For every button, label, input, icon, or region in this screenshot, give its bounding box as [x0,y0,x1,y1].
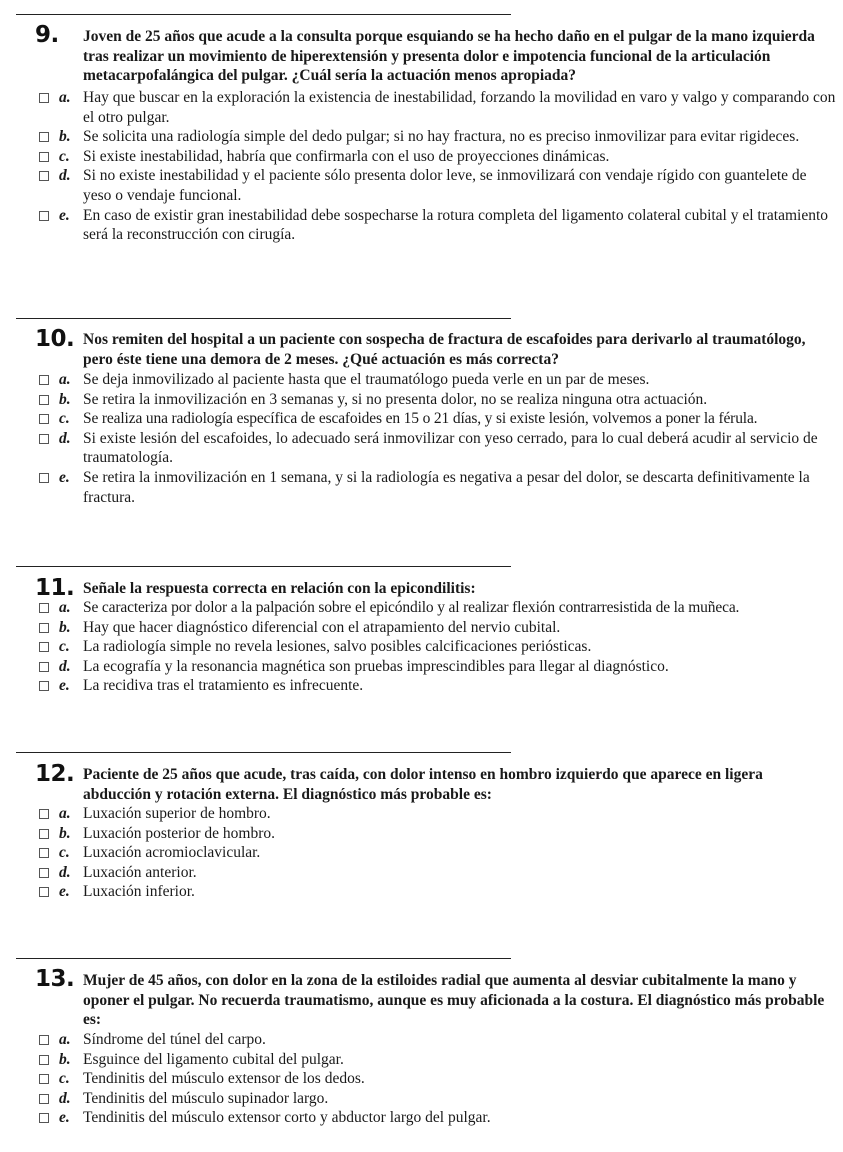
question-stem: Joven de 25 años que acude a la consulta porque esquiando se ha hecho daño en el pulgar de la mano izquierda tras realizar un movimiento de hiperextensión y presenta dolor e impotencia funcional de la articulación metacarpofalángica del pulgar. ¿Cuál sería la actuación menos apropiada? [83,28,815,85]
question-number: 9. [35,22,59,48]
option-e[interactable] [0,206,843,245]
option-c[interactable] [0,637,843,657]
option-b[interactable] [0,824,843,844]
option-letter: c. [59,1070,70,1088]
option-letter: c. [59,638,70,656]
checkbox[interactable] [39,868,49,878]
option-text: La recidiva tras el tratamiento es infrecuente. [83,677,364,695]
option-e[interactable] [0,676,843,696]
option-letter: d. [59,167,71,185]
option-letter: c. [59,410,70,428]
question-divider [16,752,511,753]
option-letter: e. [59,206,70,224]
option-a[interactable] [0,598,843,618]
option-a[interactable] [0,88,843,127]
option-text: Hay que buscar en la exploración la existencia de inestabilidad, forzando la movilidad en varo y valgo y comparando con el otro pulgar. [83,89,836,126]
checkbox[interactable] [39,662,49,672]
option-text: Se caracteriza por dolor a la palpación sobre el epicóndilo y al realizar flexión contrarresistida de la muñeca. [83,599,740,616]
option-c[interactable] [0,147,843,167]
checkbox[interactable] [39,681,49,691]
option-letter: e. [59,1109,70,1127]
question-number: 10. [35,326,75,352]
question-stem: Mujer de 45 años, con dolor en la zona de la estiloides radial que aumenta al desviar cubitalmente la mano y oponer el pulgar. No recuerda traumatismo, aunque es muy aficionada a la costura. El diagnóstico más probable es: [83,972,825,1029]
option-d[interactable] [0,657,843,677]
option-letter: a. [59,371,71,388]
option-e[interactable] [0,468,843,507]
option-d[interactable] [0,863,843,883]
option-text: Si no existe inestabilidad y el paciente sólo presenta dolor leve, se inmovilizará con vendaje rígido con guantelete de yeso o vendaje funcional. [83,167,807,204]
question-divider [16,958,511,959]
checkbox[interactable] [39,1094,49,1104]
option-text: Luxación superior de hombro. [83,805,271,822]
option-text: En caso de existir gran inestabilidad debe sospecharse la rotura completa del ligamento colateral cubital y el tratamiento será la reconstrucción con cirugía. [83,206,829,244]
checkbox[interactable] [39,93,49,103]
option-letter: b. [59,128,71,146]
option-e[interactable] [0,882,843,902]
option-c[interactable] [0,409,843,429]
option-text: Se realiza una radiología específica de escafoides en 15 o 21 días, y si existe lesión, volvemos a poner la férula. [83,410,758,428]
checkbox[interactable] [39,395,49,405]
option-text: Luxación posterior de hombro. [83,824,275,842]
question-divider [16,566,511,567]
checkbox[interactable] [39,848,49,858]
option-text: La radiología simple no revela lesiones, salvo posibles calcificaciones periósticas. [83,638,592,656]
option-letter: c. [59,147,70,165]
question-divider [16,318,511,319]
option-d[interactable] [0,1089,843,1109]
checkbox[interactable] [39,809,49,819]
checkbox[interactable] [39,623,49,633]
question-stem: Nos remiten del hospital a un paciente con sospecha de fractura de escafoides para derivarlo al traumatólogo, pero éste tiene una demora de 2 meses. ¿Qué actuación es más correcta? [83,331,806,368]
option-text: Luxación anterior. [83,863,197,881]
option-text: Luxación inferior. [83,883,195,901]
checkbox[interactable] [39,887,49,897]
checkbox[interactable] [39,375,49,385]
checkbox[interactable] [39,434,49,444]
option-text: Síndrome del túnel del carpo. [83,1031,266,1048]
option-text: Luxación acromioclavicular. [83,844,261,862]
option-letter: e. [59,468,70,486]
option-text: Se solicita una radiología simple del dedo pulgar; si no hay fractura, no es preciso inmovilizar para evitar rigideces. [83,128,800,146]
option-letter: d. [59,657,71,675]
checkbox[interactable] [39,829,49,839]
option-letter: b. [59,618,71,636]
option-b[interactable] [0,127,843,147]
checkbox[interactable] [39,152,49,162]
option-d[interactable] [0,429,843,468]
option-b[interactable] [0,1050,843,1070]
option-letter: e. [59,883,70,901]
option-letter: c. [59,844,70,862]
option-text: Si existe lesión del escafoides, lo adecuado será inmovilizar con yeso cerrado, para lo cual deberá acudir al servicio de traumatología. [83,429,818,467]
option-letter: b. [59,824,71,842]
option-letter: a. [59,805,71,822]
checkbox[interactable] [39,414,49,424]
checkbox[interactable] [39,473,49,483]
checkbox[interactable] [39,1113,49,1123]
question-number: 11. [35,575,75,601]
option-b[interactable] [0,390,843,410]
option-letter: b. [59,390,71,408]
option-letter: d. [59,863,71,881]
question-number: 13. [35,966,75,992]
option-text: Tendinitis del músculo extensor corto y abductor largo del pulgar. [83,1109,491,1127]
checkbox[interactable] [39,1035,49,1045]
option-letter: d. [59,429,71,447]
option-letter: b. [59,1050,71,1068]
option-text: Hay que hacer diagnóstico diferencial con el atrapamiento del nervio cubital. [83,618,561,636]
option-e[interactable] [0,1108,843,1128]
checkbox[interactable] [39,211,49,221]
option-a[interactable] [0,370,843,390]
question-stem: Señale la respuesta correcta en relación con la epicondilitis: [83,580,476,597]
checkbox[interactable] [39,1055,49,1065]
option-text: Tendinitis del músculo extensor de los dedos. [83,1070,365,1088]
option-text: Esguince del ligamento cubital del pulgar. [83,1050,344,1068]
option-c[interactable] [0,1069,843,1089]
option-text: Se retira la inmovilización en 1 semana, y si la radiología es negativa a pesar del dolor, se descarta definitivamente la fractura. [83,468,810,506]
question-number: 12. [35,761,75,787]
option-letter: a. [59,599,71,616]
option-letter: a. [59,1031,71,1048]
option-letter: d. [59,1089,71,1107]
option-text: Si existe inestabilidad, habría que confirmarla con el uso de proyecciones dinámicas. [83,147,610,165]
option-letter: a. [59,89,71,106]
checkbox[interactable] [39,171,49,181]
option-c[interactable] [0,843,843,863]
option-text: La ecografía y la resonancia magnética son pruebas imprescindibles para llegar al diagnóstico. [83,657,669,675]
option-a[interactable] [0,1030,843,1050]
option-d[interactable] [0,166,843,205]
option-text: Se deja inmovilizado al paciente hasta que el traumatólogo pueda verle en un par de meses. [83,371,650,388]
checkbox[interactable] [39,1074,49,1084]
option-text: Tendinitis del músculo supinador largo. [83,1089,329,1107]
question-divider [16,14,511,15]
option-letter: e. [59,677,70,695]
option-b[interactable] [0,618,843,638]
option-a[interactable] [0,804,843,824]
checkbox[interactable] [39,132,49,142]
checkbox[interactable] [39,642,49,652]
question-stem: Paciente de 25 años que acude, tras caída, con dolor intenso en hombro izquierdo que aparece en ligera abducción y rotación externa. El diagnóstico más probable es: [83,766,763,803]
option-text: Se retira la inmovilización en 3 semanas y, si no presenta dolor, no se realiza ninguna otra actuación. [83,390,708,408]
checkbox[interactable] [39,603,49,613]
